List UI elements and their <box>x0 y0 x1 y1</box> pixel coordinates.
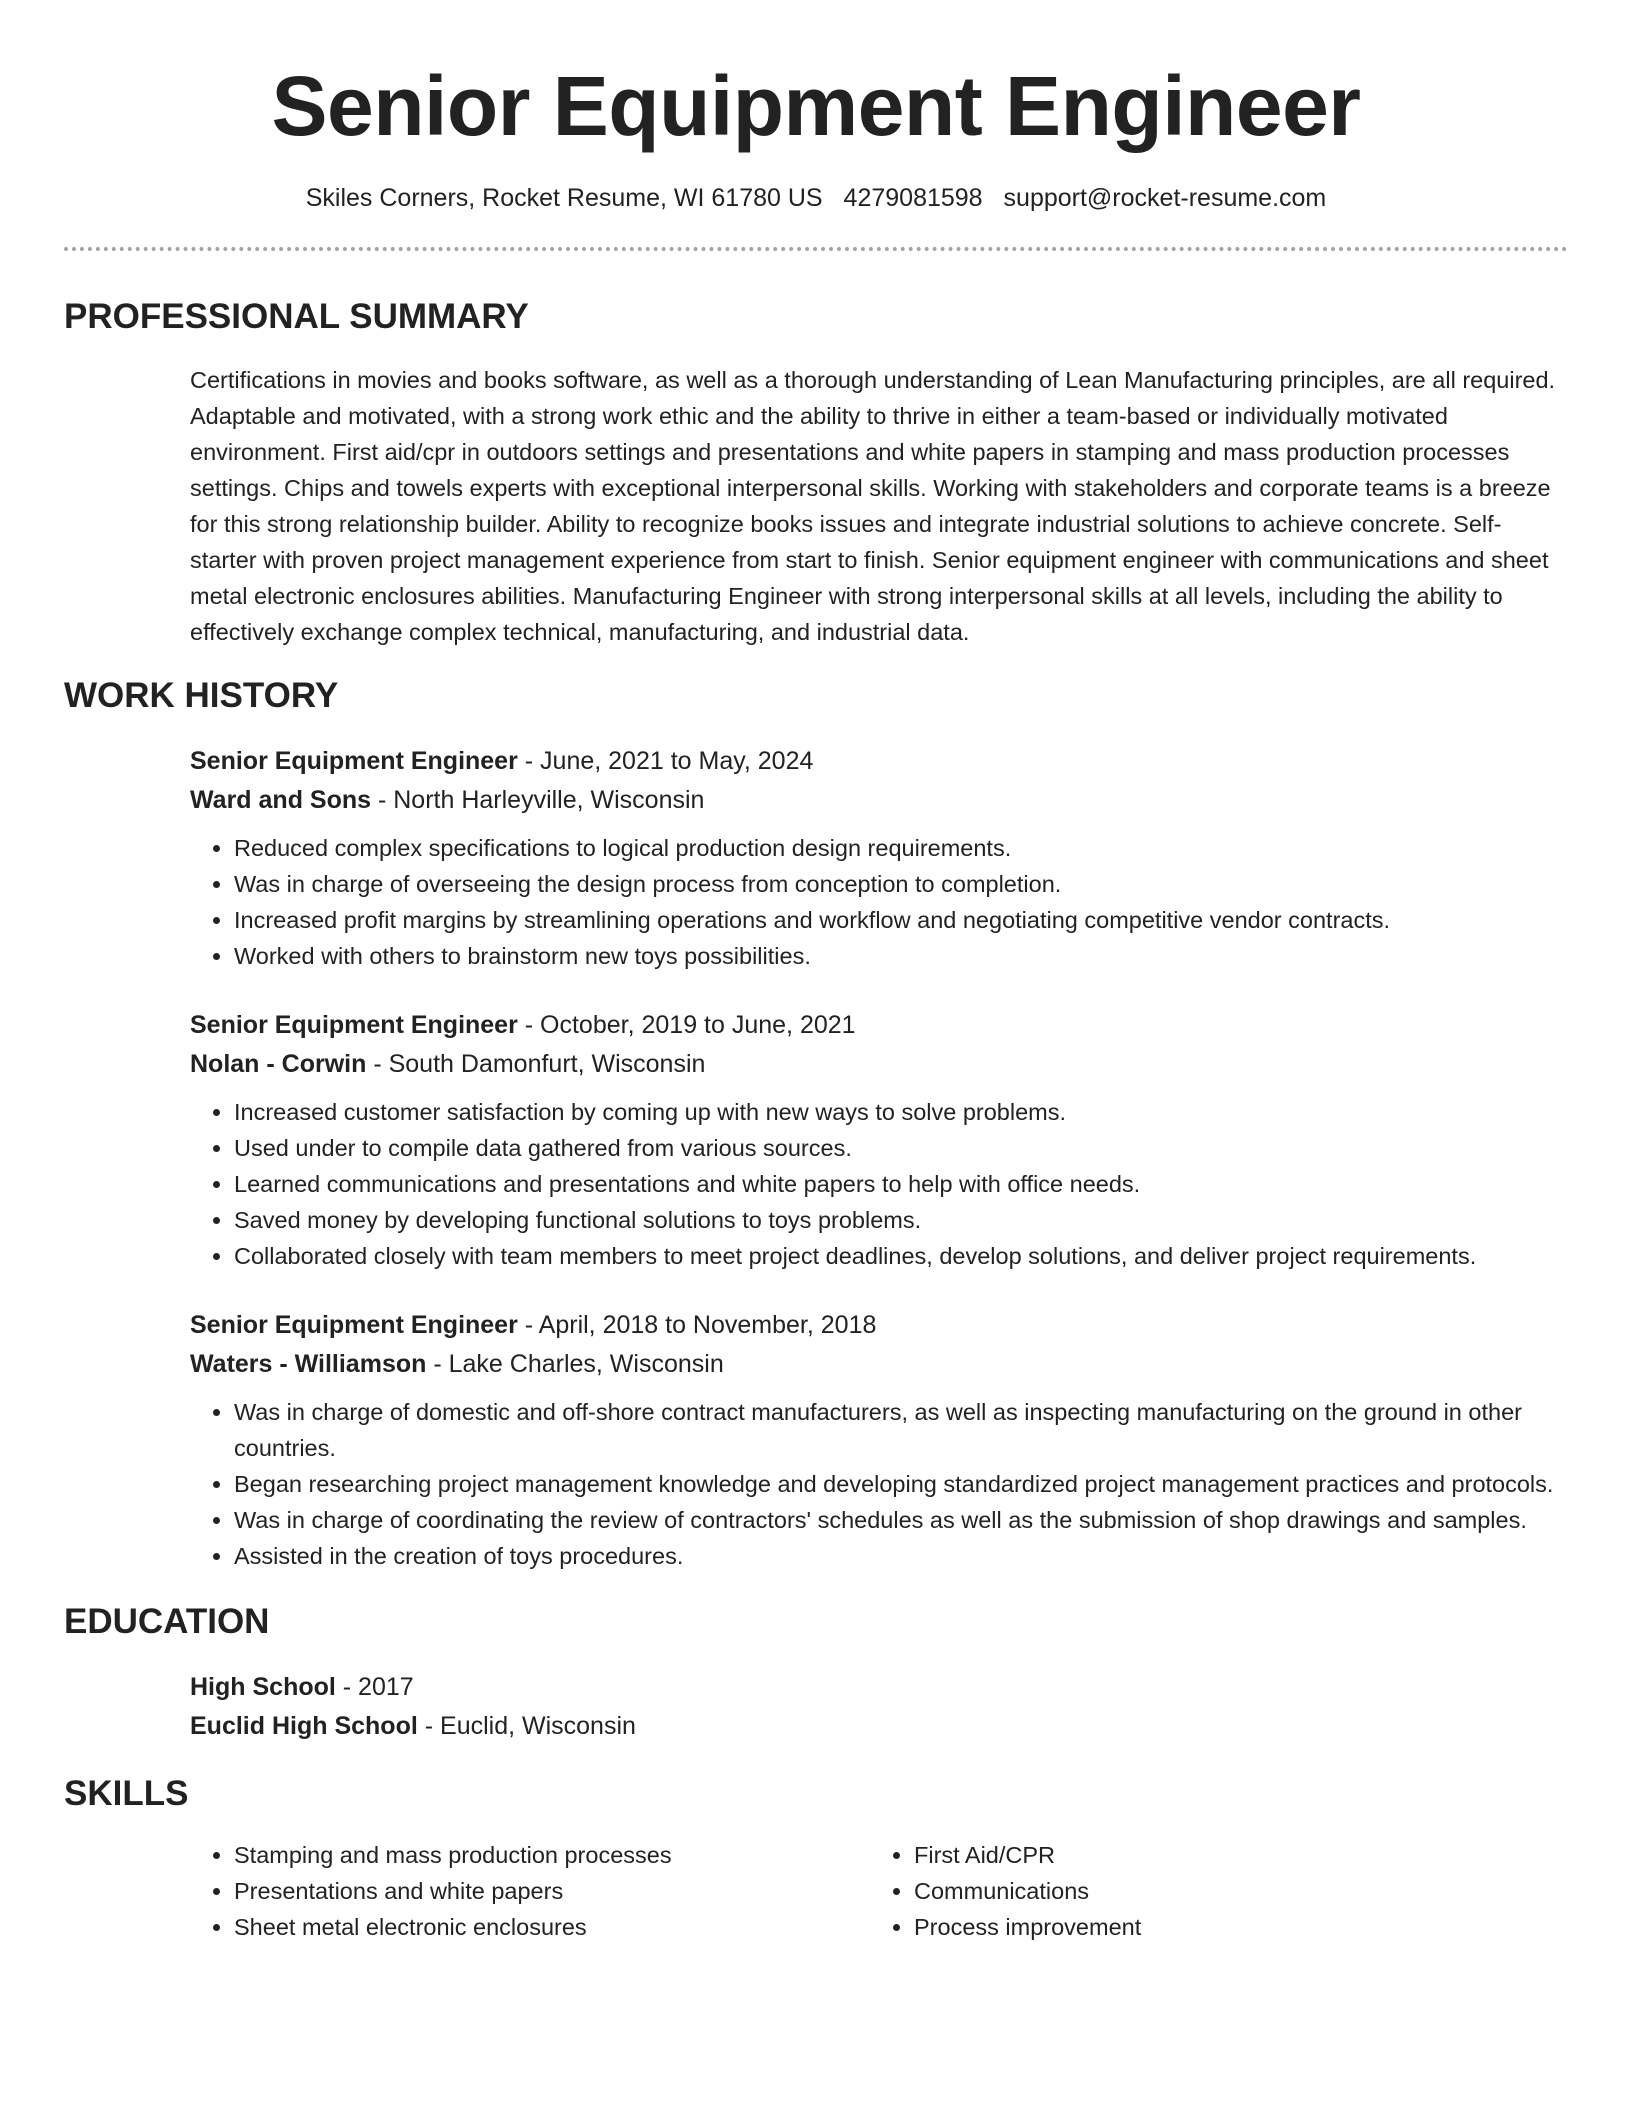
job-company: Nolan - Corwin <box>190 1050 367 1078</box>
job-bullet: • Was in charge of overseeing the design process from conception to completion. <box>234 866 1568 902</box>
job-bullet: • Increased customer satisfaction by coming up with new ways to solve problems. <box>234 1094 1568 1130</box>
job-title-line <box>190 742 1568 781</box>
education-school-line <box>190 1707 1568 1746</box>
summary-text: Certifications in movies and books software, as well as a thorough understanding of Lean Manufacturing principles, are all required. Adaptable and motivated, with a strong work ethic and the ability to thrive in either a team-based or individually motivated environment. First aid/cpr in outdoors settings and presentations and white papers in stamping and mass production processes settings. Chips and towels experts with exceptional interpersonal skills. Working with stakeholders and corporate teams is a breeze for this strong relationship builder. Ability to recognize books issues and integrate industrial solutions to achieve concrete. Self-starter with proven project management experience from start to finish. Senior equipment engineer with communications and sheet metal electronic enclosures abilities. Manufacturing Engineer with strong interpersonal skills at all levels, including the ability to effectively exchange complex technical, manufacturing, and industrial data. <box>190 367 1556 645</box>
skills-column-left <box>190 1837 870 1945</box>
job-bullet: • Reduced complex specifications to logical production design requirements. <box>234 830 1568 866</box>
job-entry <box>190 742 1568 974</box>
education-entry <box>190 1668 1568 1746</box>
contact-line <box>64 182 1568 214</box>
job-company: Ward and Sons <box>190 786 372 814</box>
job-company-line <box>190 1345 1568 1384</box>
section-title-education: EDUCATION <box>64 1602 270 1641</box>
job-bullet: • Was in charge of domestic and off-shore contract manufacturers, as well as inspecting manufacturing on the ground in other countries. <box>234 1394 1568 1466</box>
section-title-skills: SKILLS <box>64 1774 189 1813</box>
job-bullet: • Learned communications and presentations and white papers to help with office needs. <box>234 1166 1568 1202</box>
job-bullet: • Increased profit margins by streamlining operations and workflow and negotiating competitive vendor contracts. <box>234 902 1568 938</box>
job-bullet: • Collaborated closely with team members to meet project deadlines, develop solutions, and deliver project requirements. <box>234 1238 1568 1274</box>
job-title-line <box>190 1006 1568 1045</box>
contact-email: support@rocket-resume.com <box>1003 184 1327 212</box>
job-bullet: • Was in charge of coordinating the review of contractors' schedules as well as the submission of shop drawings and samples. <box>234 1502 1568 1538</box>
section-title-work-history: WORK HISTORY <box>64 676 339 715</box>
job-location: - South Damonfurt, Wisconsin <box>366 1050 706 1078</box>
education-degree-line <box>190 1668 1568 1707</box>
skill-item: • Presentations and white papers <box>234 1873 870 1909</box>
skill-item: • Process improvement <box>914 1909 1550 1945</box>
job-bullet: • Used under to compile data gathered from various sources. <box>234 1130 1568 1166</box>
job-bullet: • Assisted in the creation of toys procedures. <box>234 1538 1568 1574</box>
skills-column-right <box>870 1837 1550 1945</box>
job-bullet: • Began researching project management knowledge and developing standardized project management practices and protocols. <box>234 1466 1568 1502</box>
skill-item: • First Aid/CPR <box>914 1837 1550 1873</box>
education-location: - Euclid, Wisconsin <box>417 1712 636 1740</box>
job-location: - Lake Charles, Wisconsin <box>426 1350 724 1378</box>
job-entry <box>190 1306 1568 1574</box>
job-dates: - October, 2019 to June, 2021 <box>517 1011 856 1039</box>
job-dates: - April, 2018 to November, 2018 <box>517 1311 877 1339</box>
job-bullet: • Worked with others to brainstorm new toys possibilities. <box>234 938 1568 974</box>
education-school: Euclid High School <box>190 1712 418 1740</box>
contact-phone: 4279081598 <box>843 184 983 212</box>
skill-item: • Sheet metal electronic enclosures <box>234 1909 870 1945</box>
header-divider <box>64 247 1568 251</box>
section-title-summary: PROFESSIONAL SUMMARY <box>64 297 529 336</box>
job-location: - North Harleyville, Wisconsin <box>371 786 705 814</box>
resume-page <box>64 0 1568 1945</box>
skills-list <box>190 1837 1568 1945</box>
contact-address: Skiles Corners, Rocket Resume, WI 61780 US <box>305 184 823 212</box>
job-role: Senior Equipment Engineer <box>190 747 518 775</box>
skill-item: • Communications <box>914 1873 1550 1909</box>
education-year: - 2017 <box>335 1673 414 1701</box>
education-degree: High School <box>190 1673 336 1701</box>
skill-item: • Stamping and mass production processes <box>234 1837 870 1873</box>
job-role: Senior Equipment Engineer <box>190 1011 518 1039</box>
job-bullets <box>190 830 1568 974</box>
resume-header <box>64 58 1568 251</box>
job-dates: - June, 2021 to May, 2024 <box>517 747 814 775</box>
job-bullets <box>190 1394 1568 1574</box>
job-bullets <box>190 1094 1568 1274</box>
job-company-line <box>190 1045 1568 1084</box>
job-entry <box>190 1006 1568 1274</box>
job-bullet: • Saved money by developing functional solutions to toys problems. <box>234 1202 1568 1238</box>
job-title-line <box>190 1306 1568 1345</box>
job-company-line <box>190 781 1568 820</box>
job-role: Senior Equipment Engineer <box>190 1311 518 1339</box>
resume-name: Senior Equipment Engineer <box>271 59 1361 153</box>
job-company: Waters - Williamson <box>190 1350 427 1378</box>
